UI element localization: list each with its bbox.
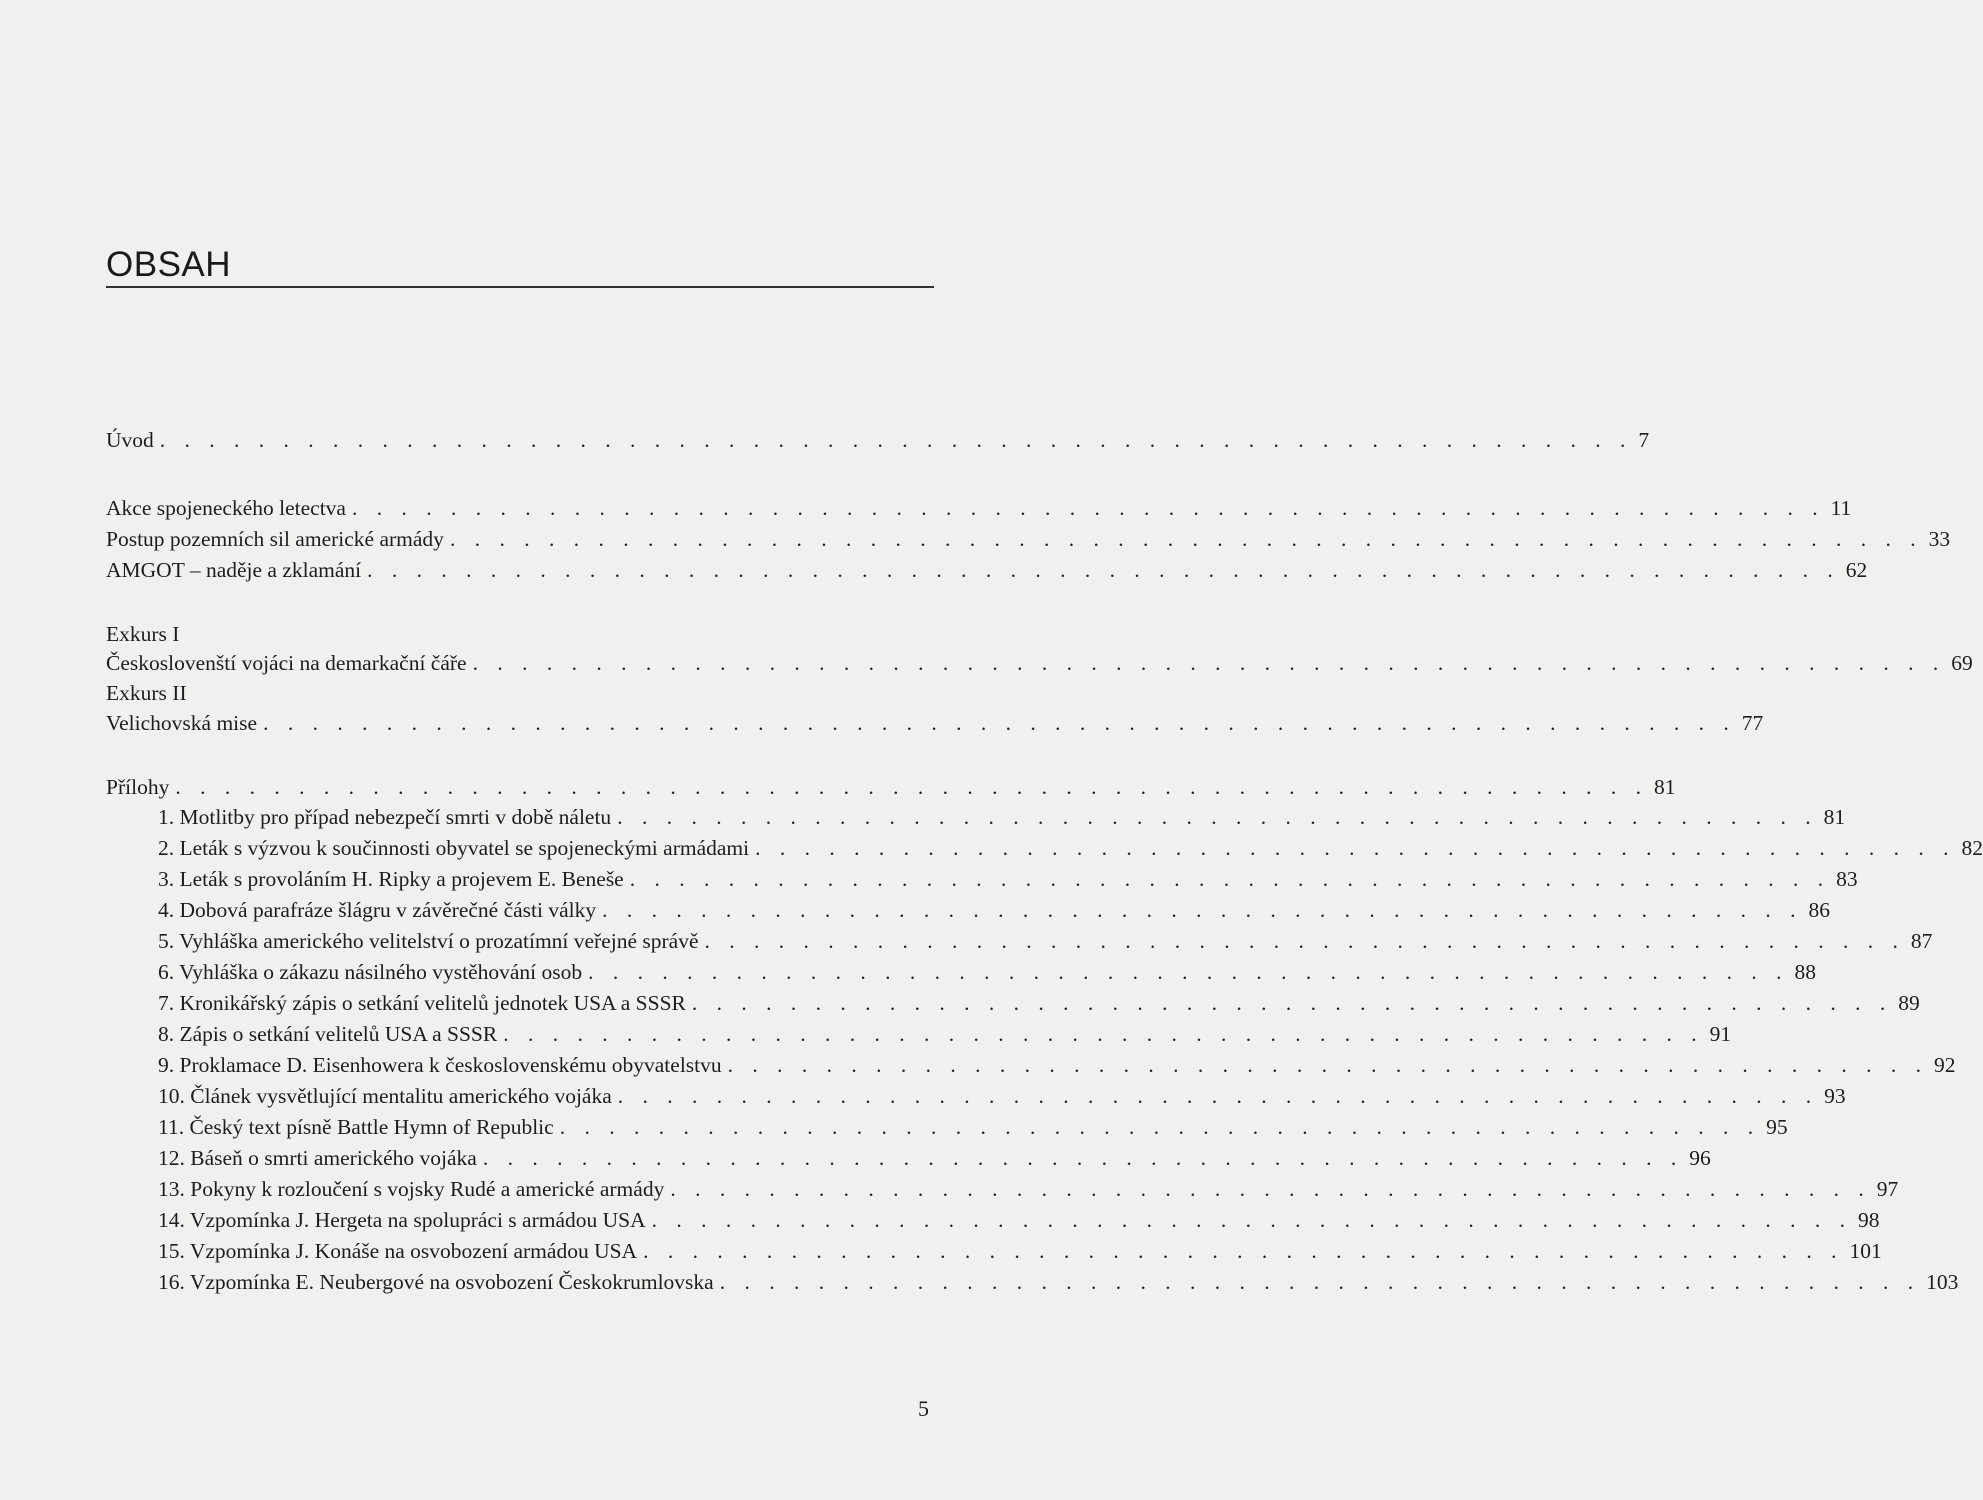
toc-entry [106,772,1676,802]
toc-entry-title: AMGOT – naděje a zklamání [106,558,362,582]
toc-entry [106,648,1973,678]
toc-entry-page: 11 [1830,496,1852,520]
dot-leader: . . . . . . . . . . . . . . . . . . . . . . . . . . . . . . . . . . . . . . . . . . . . . . . . . . . . . . . . . . . . [351,496,1825,520]
toc-entry-title: Exkurs I [106,622,180,646]
page-number: 5 [918,1396,929,1421]
toc-entry-title: 13. Pokyny k rozloučení s vojsky Rudé a americké armády [158,1177,665,1201]
dot-leader: . . . . . . . . . . . . . . . . . . . . . . . . . . . . . . . . . . . . . . . . . . . . . . . . . [617,805,1818,829]
toc-entry-page: 87 [1910,929,1933,953]
dot-leader: . . . . . . . . . . . . . . . . . . . . . . . . . . . . . . . . . . . . . . . . . . . . . . . . . . . . . . . . . . . . [263,711,1736,735]
toc-entry-title: 14. Vzpomínka J. Hergeta na spolupráci s armádou USA [158,1208,646,1232]
toc-appendix-entry [158,1174,1899,1204]
toc-entry-page: 81 [1823,805,1846,829]
toc-entry-page: 82 [1961,836,1983,860]
toc-entry-title: Akce spojeneckého letectva [106,496,346,520]
page-title: OBSAH [106,245,232,284]
toc-entry-title: 8. Zápis o setkání velitelů USA a SSSR [158,1022,498,1046]
toc-appendix-entry [158,926,1933,956]
toc-appendix-entry [158,802,1846,832]
toc-entry-title: 11. Český text písně Battle Hymn of Republic [158,1115,554,1139]
dot-leader: . . . . . . . . . . . . . . . . . . . . . . . . . . . . . . . . . . . . . . . . . . . . . . . . . . . . . . . . . . . . [367,558,1840,582]
dot-leader: . . . . . . . . . . . . . . . . . . . . . . . . . . . . . . . . . . . . . . . . . . . . . . . . . [670,1177,1871,1201]
dot-leader: . . . . . . . . . . . . . . . . . . . . . . . . . . . . . . . . . . . . . . . . . . . . . . . . . [643,1239,1844,1263]
toc-appendix-entry [158,864,1858,894]
toc-entry-title: 16. Vzpomínka E. Neubergové na osvobození Českokrumlovska [158,1270,714,1294]
toc-entry-page: 93 [1824,1084,1846,1108]
toc-entry-page: 33 [1928,527,1951,551]
toc-section-heading [106,678,187,708]
dot-leader: . . . . . . . . . . . . . . . . . . . . . . . . . . . . . . . . . . . . . . . . . . . . . . . . . [719,1270,1921,1294]
dot-leader: . . . . . . . . . . . . . . . . . . . . . . . . . . . . . . . . . . . . . . . . . . . . . . . . . . . . . . . . . . . . [159,428,1633,452]
toc-appendix-entry [158,895,1831,925]
dot-leader: . . . . . . . . . . . . . . . . . . . . . . . . . . . . . . . . . . . . . . . . . . . . . . . . . [602,898,1803,922]
toc-entry-title: 2. Leták s výzvou k součinnosti obyvatel se spojeneckými armádami [158,836,750,860]
toc-entry-title: 15. Vzpomínka J. Konáše na osvobození armádou USA [158,1239,638,1263]
dot-leader: . . . . . . . . . . . . . . . . . . . . . . . . . . . . . . . . . . . . . . . . . . . . . . . . . . . . . . . . . . . . [472,651,1946,675]
toc-entry-page: 103 [1926,1270,1959,1294]
toc-entry [106,555,1868,585]
dot-leader: . . . . . . . . . . . . . . . . . . . . . . . . . . . . . . . . . . . . . . . . . . . . . . . . . [559,1115,1761,1139]
dot-leader: . . . . . . . . . . . . . . . . . . . . . . . . . . . . . . . . . . . . . . . . . . . . . . . . . [755,836,1956,860]
toc-entry-page: 101 [1849,1239,1882,1263]
toc-entry-page: 92 [1934,1053,1956,1077]
toc-entry-page: 97 [1876,1177,1899,1201]
toc-entry-page: 77 [1741,711,1764,735]
dot-leader: . . . . . . . . . . . . . . . . . . . . . . . . . . . . . . . . . . . . . . . . . . . . . . . . . [617,1084,1819,1108]
toc-appendix-entry [158,988,1920,1018]
toc-entry-title: 3. Leták s provoláním H. Ripky a projevem E. Beneše [158,867,624,891]
dot-leader: . . . . . . . . . . . . . . . . . . . . . . . . . . . . . . . . . . . . . . . . . . . . . . . . . . . . . . . . . . . . [175,775,1648,799]
dot-leader: . . . . . . . . . . . . . . . . . . . . . . . . . . . . . . . . . . . . . . . . . . . . . . . . . [588,960,1789,984]
toc-entry-page: 98 [1858,1208,1880,1232]
toc-appendix-entry [158,1236,1882,1266]
toc-entry-page: 83 [1836,867,1858,891]
toc-section-heading [106,619,179,649]
toc-entry-title: 1. Motlitby pro případ nebezpečí smrti v době náletu [158,805,612,829]
toc-entry-page: 81 [1653,775,1676,799]
toc-entry-title: Přílohy [106,775,170,799]
toc-entry-title: Velichovská mise [106,711,258,735]
dot-leader: . . . . . . . . . . . . . . . . . . . . . . . . . . . . . . . . . . . . . . . . . . . . . . . . . [503,1022,1704,1046]
toc-entry-title: 7. Kronikářský zápis o setkání velitelů jednotek USA a SSSR [158,991,686,1015]
title-rule [106,286,934,288]
toc-entry [106,524,1951,554]
toc-entry-title: 10. Článek vysvětlující mentalitu amerického vojáka [158,1084,612,1108]
toc-entry-title: Exkurs II [106,681,187,705]
toc-entry-title: Českoslovenští vojáci na demarkační čáře [106,651,467,675]
toc-entry-title: 12. Báseň o smrti amerického vojáka [158,1146,477,1170]
dot-leader: . . . . . . . . . . . . . . . . . . . . . . . . . . . . . . . . . . . . . . . . . . . . . . . . . [629,867,1831,891]
toc-appendix-entry [158,1019,1732,1049]
toc-entry-page: 62 [1845,558,1868,582]
toc-appendix-entry [158,957,1817,987]
toc-entry-title: 5. Vyhláška amerického velitelství o prozatímní veřejné správě [158,929,699,953]
dot-leader: . . . . . . . . . . . . . . . . . . . . . . . . . . . . . . . . . . . . . . . . . . . . . . . . . [727,1053,1929,1077]
toc-appendix-entry [158,1112,1788,1142]
toc-entry-page: 88 [1794,960,1817,984]
toc-entry-page: 96 [1689,1146,1711,1170]
toc-entry [106,425,1650,455]
toc-appendix-entry [158,1143,1711,1173]
toc-entry-title: 6. Vyhláška o zákazu násilného vystěhování osob [158,960,583,984]
toc-entry-title: Úvod [106,428,154,452]
toc-entry [106,708,1764,738]
toc-entry-title: Postup pozemních sil americké armády [106,527,444,551]
toc-entry-page: 69 [1951,651,1973,675]
dot-leader: . . . . . . . . . . . . . . . . . . . . . . . . . . . . . . . . . . . . . . . . . . . . . . . . . [482,1146,1684,1170]
toc-entry-page: 91 [1709,1022,1732,1046]
toc-entry-page: 89 [1898,991,1920,1015]
toc-appendix-entry [158,1267,1959,1297]
toc-appendix-entry [158,1081,1846,1111]
toc-entry-title: 9. Proklamace D. Eisenhowera k československému obyvatelstvu [158,1053,722,1077]
toc-appendix-entry [158,1205,1880,1235]
toc-entry-page: 95 [1766,1115,1788,1139]
dot-leader: . . . . . . . . . . . . . . . . . . . . . . . . . . . . . . . . . . . . . . . . . . . . . . . . . [691,991,1893,1015]
dot-leader: . . . . . . . . . . . . . . . . . . . . . . . . . . . . . . . . . . . . . . . . . . . . . . . . . . . . . . . . . . . . [449,527,1923,551]
toc-appendix-entry [158,1050,1956,1080]
toc-entry-page: 86 [1808,898,1831,922]
toc-entry [106,493,1852,523]
toc-entry-page: 7 [1638,428,1650,452]
toc-entry-title: 4. Dobová parafráze šlágru v závěrečné části války [158,898,597,922]
toc-appendix-entry [158,833,1983,863]
dot-leader: . . . . . . . . . . . . . . . . . . . . . . . . . . . . . . . . . . . . . . . . . . . . . . . . . [651,1208,1853,1232]
dot-leader: . . . . . . . . . . . . . . . . . . . . . . . . . . . . . . . . . . . . . . . . . . . . . . . . . [704,929,1905,953]
